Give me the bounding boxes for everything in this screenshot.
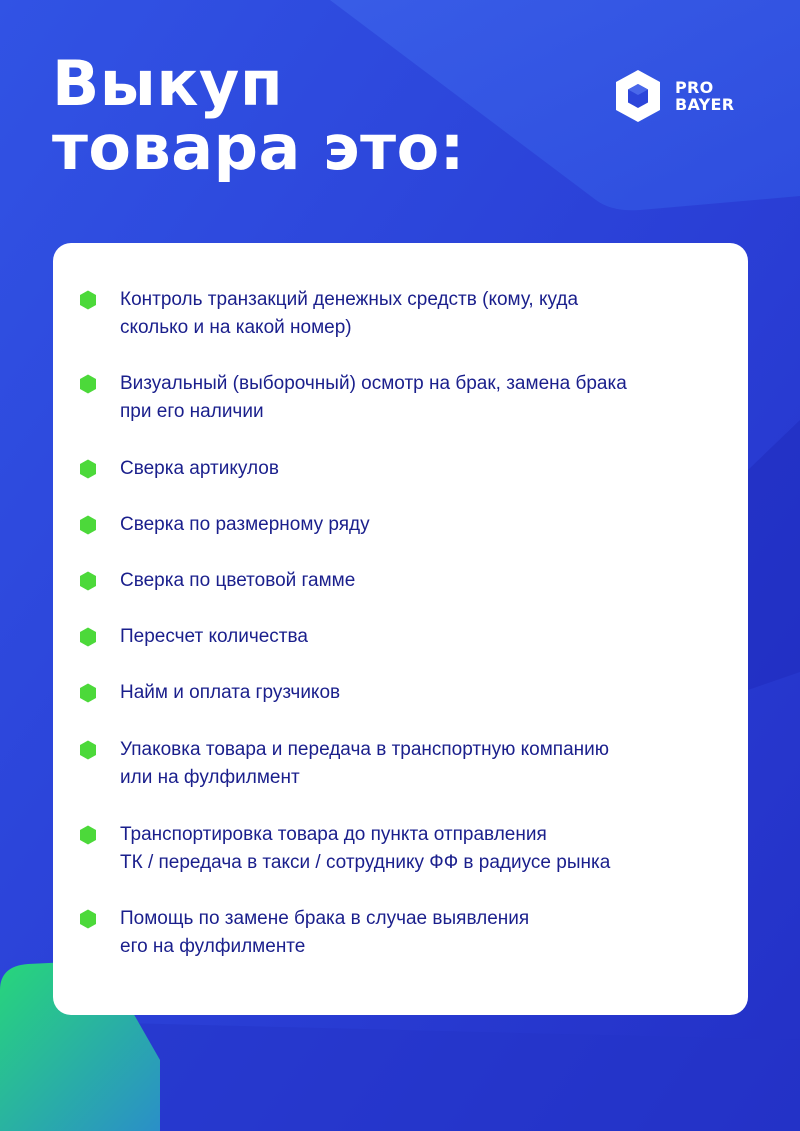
list-item-line-1: Найм и оплата грузчиков	[120, 682, 341, 703]
list-item-text	[120, 286, 720, 342]
cube-logo-icon	[613, 68, 663, 124]
list-item-text	[120, 511, 720, 539]
brand-name-line-2: BAYER	[675, 95, 735, 114]
list-item-line-1: Транспортировка товара до пункта отправления	[120, 824, 547, 845]
brand-logo	[613, 68, 734, 124]
list-item-text	[120, 455, 720, 483]
list-item-line-1: Пересчет количества	[120, 626, 308, 647]
list-item-line-2: ТК / передача в такси / сотруднику ФФ в радиусе рынка	[120, 852, 611, 873]
hexagon-bullet-icon	[79, 374, 97, 394]
hexagon-bullet-icon	[79, 825, 97, 845]
hexagon-bullet-icon	[79, 740, 97, 760]
list-item-line-2: сколько и на какой номер)	[120, 317, 352, 338]
list-item-text	[120, 821, 720, 877]
content-card	[53, 243, 748, 1015]
list-item-line-1: Контроль транзакций денежных средств (кому, куда	[120, 289, 579, 310]
list-item-text	[120, 623, 720, 651]
hexagon-bullet-icon	[79, 683, 97, 703]
list-item-line-2: или на фулфилмент	[120, 767, 300, 788]
list-item-line-1: Визуальный (выборочный) осмотр на брак, замена брака	[120, 373, 627, 394]
list-item-text	[120, 679, 720, 707]
brand-name	[675, 79, 734, 113]
list-item-text	[120, 905, 720, 961]
list-item-line-2: при его наличии	[120, 401, 264, 422]
list-item-text	[120, 736, 720, 792]
title-line-1: Выкуп	[52, 47, 284, 120]
hexagon-bullet-icon	[79, 627, 97, 647]
list-item-line-1: Упаковка товара и передача в транспортную компанию	[120, 739, 609, 760]
brand-name-line-1: PRO	[675, 78, 714, 97]
hexagon-bullet-icon	[79, 515, 97, 535]
list-item-line-1: Помощь по замене брака в случае выявления	[120, 908, 530, 929]
hexagon-bullet-icon	[79, 571, 97, 591]
title-line-2: товара это:	[52, 111, 465, 184]
hexagon-bullet-icon	[79, 290, 97, 310]
list-item-text	[120, 567, 720, 595]
hexagon-bullet-icon	[79, 459, 97, 479]
list-item-line-1: Сверка артикулов	[120, 458, 279, 479]
hexagon-bullet-icon	[79, 909, 97, 929]
list-item-line-1: Сверка по цветовой гамме	[120, 570, 356, 591]
list-item-line-2: его на фулфилменте	[120, 936, 306, 957]
list-item-text	[120, 370, 720, 426]
list-item-line-1: Сверка по размерному ряду	[120, 514, 370, 535]
page-title	[52, 47, 465, 184]
